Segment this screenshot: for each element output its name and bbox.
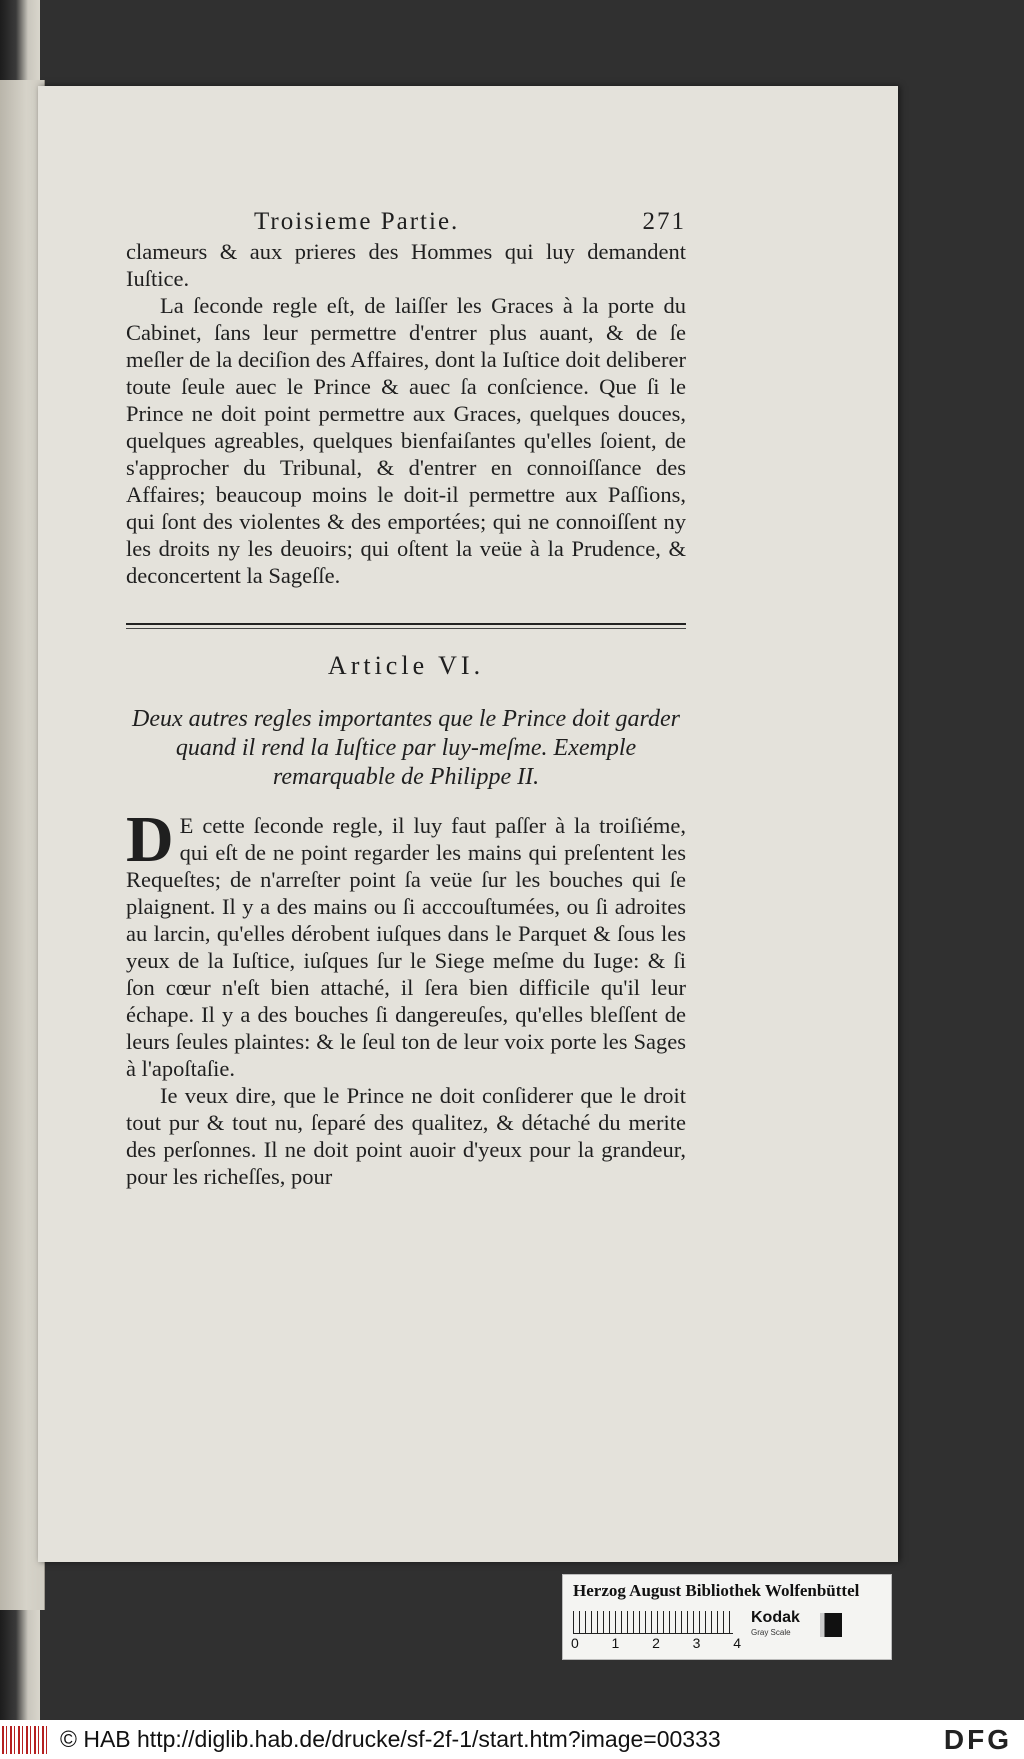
text-after-article (126, 803, 686, 1190)
dfg-logo: DFG (943, 1724, 1012, 1755)
barcode-icon (2, 1726, 50, 1754)
drop-cap: D (126, 803, 174, 876)
footer-bar (0, 1720, 1024, 1759)
ruler-number: 3 (692, 1635, 701, 1651)
paragraph-continuation: clameurs & aux prieres des Hommes qui luy demandent Iuſtice. (126, 239, 686, 291)
library-name: Herzog August Bibliothek Wolfenbüttel (573, 1581, 860, 1600)
text-before-article (126, 238, 686, 589)
article-heading: Article VI. (327, 651, 485, 680)
running-head-title: Troisieme Partie. (254, 208, 460, 235)
kodak-brand: Kodak (751, 1609, 800, 1626)
article-summary: Deux autres regles importantes que le Prince doit garder quand il rend la Iuſtice par luy-meſme. Exemple remarquable de Philippe II. (132, 706, 680, 790)
ruler-number: 4 (733, 1635, 741, 1651)
page-number: 271 (642, 208, 686, 235)
ruler-number: 2 (652, 1635, 660, 1651)
source-link[interactable]: © HAB http://diglib.hab.de/drucke/sf-2f-1/start.htm?image=00333 (60, 1726, 721, 1752)
section-rule (126, 623, 686, 629)
ruler-scale (573, 1611, 733, 1634)
ruler-number: 1 (611, 1635, 620, 1651)
gray-scale-patch (820, 1613, 842, 1637)
running-head (126, 208, 686, 238)
ruler-number: 0 (571, 1635, 579, 1651)
paragraph-third-rule (126, 803, 686, 1082)
paragraph-consider: Ie veux dire, que le Prince ne doit conſiderer que le droit tout pur & tout nu, ſeparé des qualitez, & détaché du merite des perſonnes. Il ne doit point auoir d'yeux pour la grandeur, pour les richeſſes, pour (126, 1083, 686, 1189)
paragraph-third-rule-text: E cette ſeconde regle, il luy faut paſſer à la troiſiéme, qui eſt de ne point regarder les mains qui preſentent les Requeſtes; de n'arreſter point ſa veüe ſur les bouches qui ſe plaignent. Il y a des mains ou ſi acccouſtumées, ou ſi adroites au larcin, qu'elles dérobent iuſques dans le Parquet & ſous les yeux de la Iuſtice, iuſques ſur le Siege meſme du Iuge: & ſi ſon cœur n'eſt bien attaché, il ſera bien difficile qu'il leur échape. Il y a des bouches ſi dangereuſes, qu'elles bleſſent de leurs ſeules plaintes: & le ſeul ton de leur voix porte les Sages à l'apoſtaſie. (126, 813, 686, 1081)
gray-scale-caption: Gray Scale (751, 1628, 791, 1637)
paragraph-second-rule: La ſeconde regle eſt, de laiſſer les Graces à la porte du Cabinet, ſans leur permettre d'entrer plus auant, & de ſe meſler de la deciſion des Affaires, dont la Iuſtice doit deliberer toute ſeule auec le Prince & auec ſa conſcience. Que ſi le Prince ne doit point permettre aux Graces, quelques douces, quelques agreables, quelques bienfaiſantes qu'elles ſoient, de s'approcher du Tribunal, & d'entrer en connoiſſance des Affaires; beaucoup moins le doit-il permettre aux Paſſions, qui ſont des violentes & des emportées; qui ne connoiſſent ny les droits ny les deuoirs; qui oſtent la veüe à la Prudence, & deconcertent la Sageſſe. (126, 293, 687, 588)
ruler-numbers (571, 1635, 741, 1651)
page-text-column (126, 208, 686, 1190)
color-target-card (562, 1574, 892, 1660)
